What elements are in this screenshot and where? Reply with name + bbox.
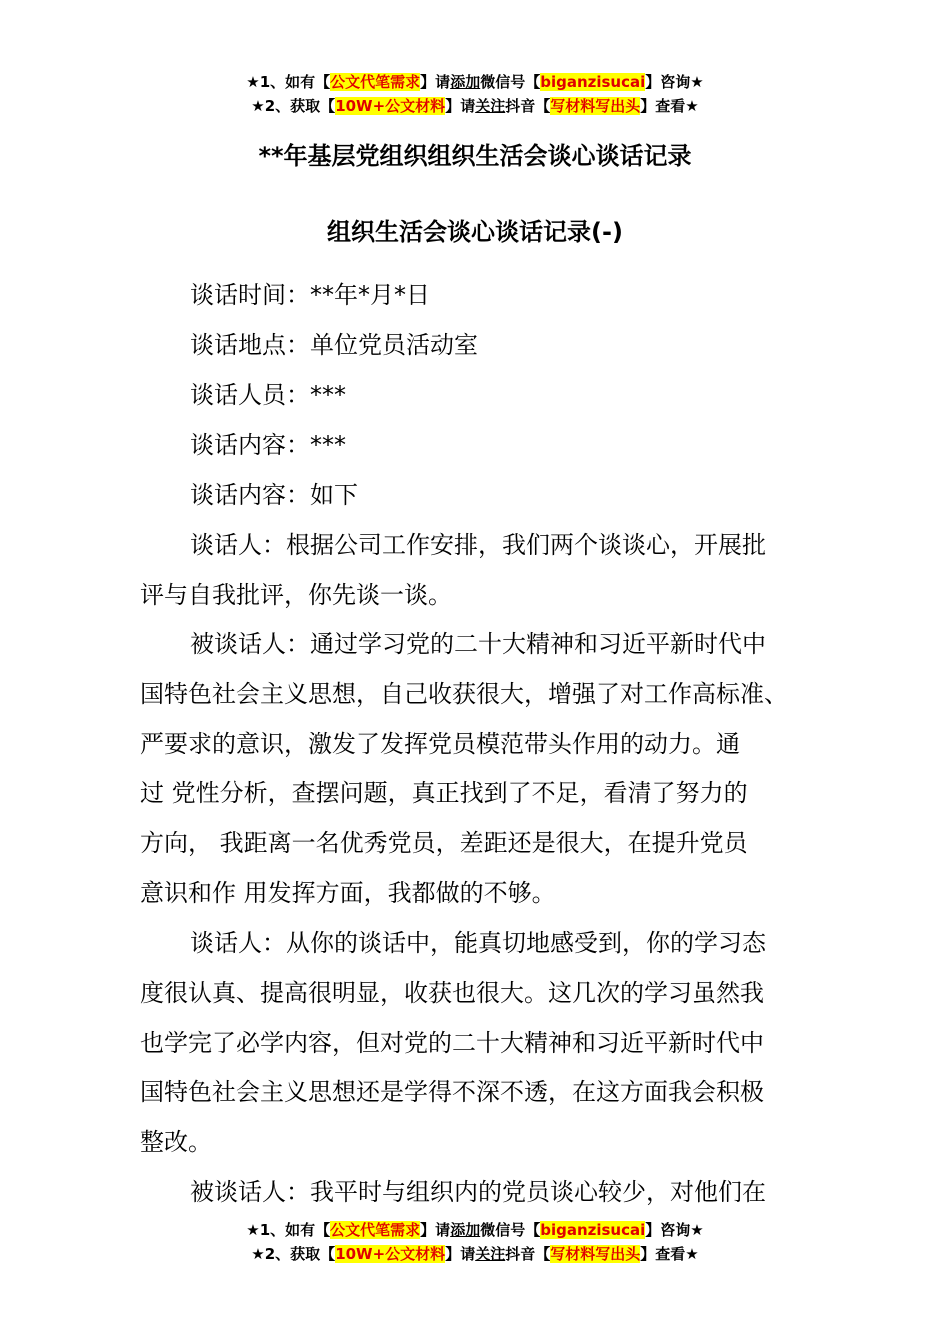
- banner-highlight: 10W+公文材料: [335, 1245, 446, 1263]
- field-time: 谈话时间：**年*月*日: [190, 281, 430, 309]
- top-banner: [0, 70, 950, 118]
- banner-text: 抖音【: [505, 97, 551, 115]
- banner-text: 】咨询★: [645, 73, 704, 91]
- banner-text: 】请: [420, 1221, 451, 1239]
- paragraph-4: 被谈话人：我平时与组织内的党员谈心较少，对他们在: [190, 1178, 766, 1206]
- banner-text: 】请: [445, 1245, 476, 1263]
- banner-text: ★2、获取【: [251, 1245, 336, 1263]
- banner-highlight: 公文代笔需求: [330, 1221, 421, 1239]
- banner-underline: 添加: [450, 1221, 481, 1239]
- banner-text: 抖音【: [505, 1245, 551, 1263]
- banner-wechat-id: biganzisucai: [540, 73, 646, 91]
- banner-text: ★1、如有【: [246, 1221, 331, 1239]
- banner-line-2: [0, 1242, 950, 1266]
- banner-text: ★2、获取【: [251, 97, 336, 115]
- paragraph-1: 谈话人：根据公司工作安排，我们两个谈谈心，开展批 评与自我批评，你先谈一谈。: [140, 531, 766, 609]
- banner-line-1: [0, 70, 950, 94]
- banner-underline: 关注: [475, 1245, 506, 1263]
- banner-underline: 添加: [450, 73, 481, 91]
- banner-text: ★1、如有【: [246, 73, 331, 91]
- field-participants: 谈话人员：***: [190, 381, 346, 409]
- banner-text: 】查看★: [640, 97, 699, 115]
- banner-line-2: [0, 94, 950, 118]
- banner-line-1: [0, 1218, 950, 1242]
- field-content: 谈话内容：***: [190, 431, 346, 459]
- document-subtitle: 组织生活会谈心谈话记录(-): [327, 218, 623, 246]
- banner-text: 微信号【: [480, 73, 541, 91]
- banner-text: 】请: [445, 97, 476, 115]
- banner-highlight: 10W+公文材料: [335, 97, 446, 115]
- paragraph-3: 谈话人：从你的谈话中，能真切地感受到，你的学习态 度很认真、提高很明显，收获也很大。这几次的学习虽然我 也学完了必学内容，但对党的二十大精神和习近平新时代中 国特色社会主义思想还是学得不深不透，在这方面我会积极 整改。: [140, 929, 766, 1157]
- document-title: **年基层党组织组织生活会谈心谈话记录: [258, 142, 692, 170]
- banner-douyin-id: 写材料写出头: [550, 1245, 641, 1263]
- banner-wechat-id: biganzisucai: [540, 1221, 646, 1239]
- field-location: 谈话地点：单位党员活动室: [190, 331, 478, 359]
- banner-text: 】咨询★: [645, 1221, 704, 1239]
- banner-douyin-id: 写材料写出头: [550, 97, 641, 115]
- bottom-banner: [0, 1218, 950, 1266]
- field-content-detail: 谈话内容：如下: [190, 481, 358, 509]
- banner-text: 】请: [420, 73, 451, 91]
- banner-text: 】查看★: [640, 1245, 699, 1263]
- banner-highlight: 公文代笔需求: [330, 73, 421, 91]
- banner-underline: 关注: [475, 97, 506, 115]
- paragraph-2: 被谈话人：通过学习党的二十大精神和习近平新时代中 国特色社会主义思想，自己收获很大，增强了对工作高标准、 严要求的意识，激发了发挥党员模范带头作用的动力。通 过 党性分析，查摆问题，真正找到了不足，看清了努力的 方向， 我距离一名优秀党员，差距还是很大，在提升党员 意识和作 用发挥方面，我都做的不够。: [140, 630, 788, 907]
- banner-text: 微信号【: [480, 1221, 541, 1239]
